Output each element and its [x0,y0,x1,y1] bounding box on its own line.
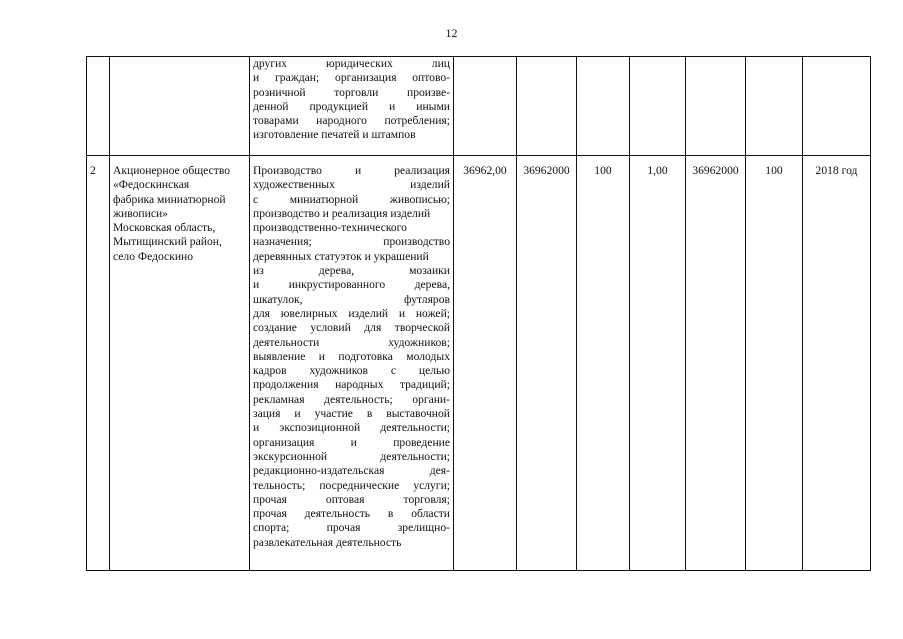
privatized-shares-cell [686,57,746,156]
activity-line: для ювелирных изделий и ножей; [253,306,450,320]
activity-cell [250,57,454,156]
activity-line: прочая оптовая торговля; [253,492,450,506]
activity-line: редакционно-издательская дея- [253,464,450,478]
activity-line: прочая деятельность в области [253,507,450,521]
organization-line: фабрика миниатюрной [113,192,226,206]
page-number: 12 [445,26,458,40]
table-row [87,57,871,156]
organization-line: Мытищинский район, [113,235,222,249]
enterprises-table [86,56,871,571]
activity-line: создание условий для творческой [253,321,450,335]
privatized-percent-cell: 100 [746,156,803,571]
activity-line: производство и реализация изделий [253,206,431,220]
nominal-value-cell: 1,00 [630,156,686,571]
shares-count-cell: 36962000 [517,156,577,571]
activity-line: кадров художников с целью [253,364,450,378]
table-row [87,156,871,571]
activity-line: с миниатюрной живописью; [253,192,450,206]
organization-line: живописи» [113,206,168,220]
activity-line: других юридических лиц [253,57,450,70]
activity-line: и граждан; организация оптово- [253,71,450,85]
activity-line: товарами народного потребления; [253,114,450,128]
activity-line: назначения; производство [253,235,450,249]
year-cell: 2018 год [803,156,871,571]
organization-line: Акционерное общество [113,164,231,177]
activity-line: организация и проведение [253,435,450,449]
organization-cell [110,57,250,156]
nominal-value-cell [630,57,686,156]
organization-line: село Федоскино [113,249,194,263]
activity-line: рекламная деятельность; органи- [253,392,450,406]
organization-cell [110,156,250,571]
authorized-capital-cell: 36962,00 [454,156,517,571]
privatized-percent-cell [746,57,803,156]
activity-line: продолжения народных традиций; [253,378,450,392]
year-cell [803,57,871,156]
activity-line: художественных изделий [253,178,450,192]
organization-line: «Федоскинская [113,178,190,192]
activity-line: изготовление печатей и штампов [253,128,416,142]
share-percent-cell [577,57,630,156]
authorized-capital-cell [454,57,517,156]
shares-count-cell [517,57,577,156]
privatized-shares-cell: 36962000 [686,156,746,571]
share-percent-cell: 100 [577,156,630,571]
activity-line: тельность; посреднические услуги; [253,478,450,492]
activity-line: развлекательная деятельность [253,535,402,549]
row-number-cell [87,57,110,156]
activity-line: деревянных статуэток и украшений [253,249,429,263]
activity-line: розничной торговли произве- [253,85,450,99]
activity-cell [250,156,454,571]
row-number-cell: 2 [87,156,110,571]
activity-line: из дерева, мозаики [253,264,450,278]
activity-line: денной продукцией и иными [253,99,450,113]
activity-line: деятельности художников; [253,335,450,349]
activity-line: Производство и реализация [253,164,450,177]
activity-line: производственно-технического [253,221,407,235]
activity-line: спорта; прочая зрелищно- [253,521,450,535]
activity-line: экскурсионной деятельности; [253,449,450,463]
organization-line: Московская область, [113,221,216,235]
activity-line: шкатулок, футляров [253,292,450,306]
activity-line: и инкрустированного дерева, [253,278,450,292]
activity-line: зация и участие в выставочной [253,407,450,421]
activity-line: выявление и подготовка молодых [253,349,450,363]
activity-line: и экспозиционной деятельности; [253,421,450,435]
